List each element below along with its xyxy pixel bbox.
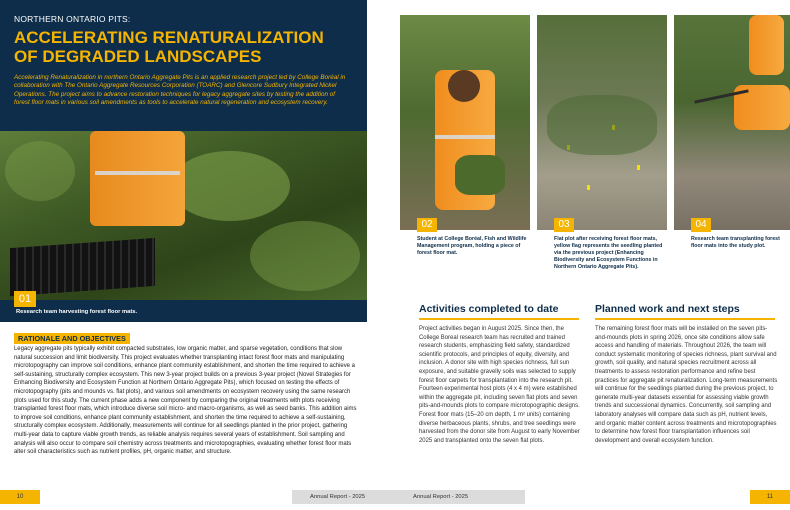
intro-paragraph: Accelerating Renaturalization in northern Ontario Aggregate Pits is an applied research project led by College Boréal in collaboration with The Ontario Aggregate Resources Corporation (TOARC) and Glencore Sudbury Integrated Nickel Operations. The project aims to advance restoration techniques for legacy aggregate sites by testing the addition of forest floor mats in various soil amendments as tools to accelerate natural regeneration and ecosystem recovery. xyxy=(14,74,346,106)
worker-figure xyxy=(90,131,185,226)
rationale-heading: RATIONALE AND OBJECTIVES xyxy=(14,333,130,344)
photo-number-03: 03 xyxy=(554,218,574,232)
photo-student xyxy=(400,15,530,230)
title-line-1: ACCELERATING RENATURALIZATION xyxy=(14,28,324,47)
photo-transplanting xyxy=(674,15,790,230)
activities-rule xyxy=(419,318,579,320)
hero-panel xyxy=(0,0,367,300)
planned-text: The remaining forest floor mats will be installed on the seven pits-and-mounds plots in spring 2026, once site conditions allow safe access and handling of materials. Throughout 2026, the team will conduct systematic monitoring of species richness, plant survival and growth, soil quality, and natural species recruitment across all treatments to assess restoration performance and refine best practices for aggregate pit renaturalization. Long-term measurements will continue for the seedlings planted during the previous project, to generate multi-year datasets essential for assessing viable growth trends and successional dynamics. Concurrently, soil sampling and laboratory analyses will compare data such as pH, nutrient levels, and organic matter content across treatments and microtopographies to determine how forest floor transplantation influences soil development and overall ecosystem function. xyxy=(595,326,778,444)
flag xyxy=(587,185,590,190)
page-number-right: 11 xyxy=(750,490,790,504)
mat-patch xyxy=(547,95,657,155)
title-line-2: OF DEGRADED LANDSCAPES xyxy=(14,47,262,66)
rationale-text: Legacy aggregate pits typically exhibit compacted substrates, low organic matter, and sparse vegetation, conditions that slow natural succession and limit biodiversity. This project evaluates whether transplanting intact forest floor mats and manipulating microtopography can improve soil conditions, enhance plant community establishment, and shorten the time required to achieve a self-sustaining, structurally complex ecosystem. This new 3-year project builds on a previous 3-year project (Novel Strategies for Enhancing Biodiversity and Ecosystem Function at Northern Ontario Aggregate Pits), which focused on testing the effects of microtopography (pits and mounds vs. flat plots), and various soil amendments on ecosystem recovery using the same research plots used for this study. The current phase adds a new component by comparing the original treatments with plots receiving transplanted forest floor mats, which introduce diverse soil micro- and macro-organisms, as well as seed banks. This addition aims to improve soil conditions, enhance plant community establishment, and shorten the time required to achieve a self-sustaining, structurally complex ecosystem. Additionally, measurements will continue for all seedlings planted in the prior project, gathering multi-year data to capture viable growth trends, as reliable analysis requires several years of establishment. Soil sampling and analysis will also occur to compare soil chemistry across treatments and microtopographies, evaluating whether forest floor mats alter soil characteristics such as nutrient profiles, pH, organic matter, and structure. xyxy=(14,346,357,456)
foliage xyxy=(250,221,360,291)
photo-number-02: 02 xyxy=(417,218,437,232)
activities-text: Project activities began in August 2025. Since then, the College Boreal research team has recruited and trained research students, emphasizing field safety, standardized scientific protocols, and principles of equity, diversity, and inclusion. A donor site with high species richness, full sun exposure, and suitable gravelly soils was selected to supply forest floor carpets for transplantation into the research pit. Fourteen experimental host plots (4 x 4 m) were established within the aggregate pit, including seven flat plots and seven pits-and-mounds plots to compare microtopographic designs. Forest floor mats (15–20 cm depth, 1 m² units) containing diverse herbaceous plants, shrubs, and tree seedlings were harvested from the donor site from August to early November 2025 and transplanted onto the seven flat plots. xyxy=(419,326,580,444)
reflective-stripe xyxy=(95,171,180,175)
photo-number-01: 01 xyxy=(14,291,36,307)
photo-harvesting-mats xyxy=(0,131,367,300)
page-number-left: 10 xyxy=(0,490,40,504)
worker-figure xyxy=(749,15,784,75)
photo-caption-04: Research team transplanting forest floor mats into the study plot. xyxy=(691,236,780,249)
student-head xyxy=(448,70,480,102)
page-title xyxy=(14,28,359,66)
foliage xyxy=(170,151,290,221)
planned-heading: Planned work and next steps xyxy=(595,303,740,315)
foliage xyxy=(5,141,75,201)
activities-heading: Activities completed to date xyxy=(419,303,559,315)
right-page xyxy=(395,0,790,510)
seedling-tray xyxy=(10,238,155,296)
footer-left: Annual Report - 2025 xyxy=(292,490,395,504)
reflective-stripe xyxy=(435,135,495,139)
planned-rule xyxy=(595,318,775,320)
forest-floor-mat xyxy=(455,155,505,195)
kicker: NORTHERN ONTARIO PITS: xyxy=(14,14,131,24)
photo-caption-02: Student at College Boréal, Fish and Wildlife Management program, holding a piece of forest floor mat. xyxy=(417,236,527,256)
photo-flat-plot xyxy=(537,15,667,230)
photo-number-04: 04 xyxy=(691,218,711,232)
photo-caption-01: Research team harvesting forest floor mats. xyxy=(16,309,138,315)
flag xyxy=(637,165,640,170)
photo-caption-03: Flat plot after receiving forest floor mats, yellow flag represents the seedling planted via the previous project (Enhancing Biodiversity and Ecosystem Functions in Northern Ontario Aggregate Pits). xyxy=(554,236,663,270)
footer-right: Annual Report - 2025 xyxy=(395,490,525,504)
